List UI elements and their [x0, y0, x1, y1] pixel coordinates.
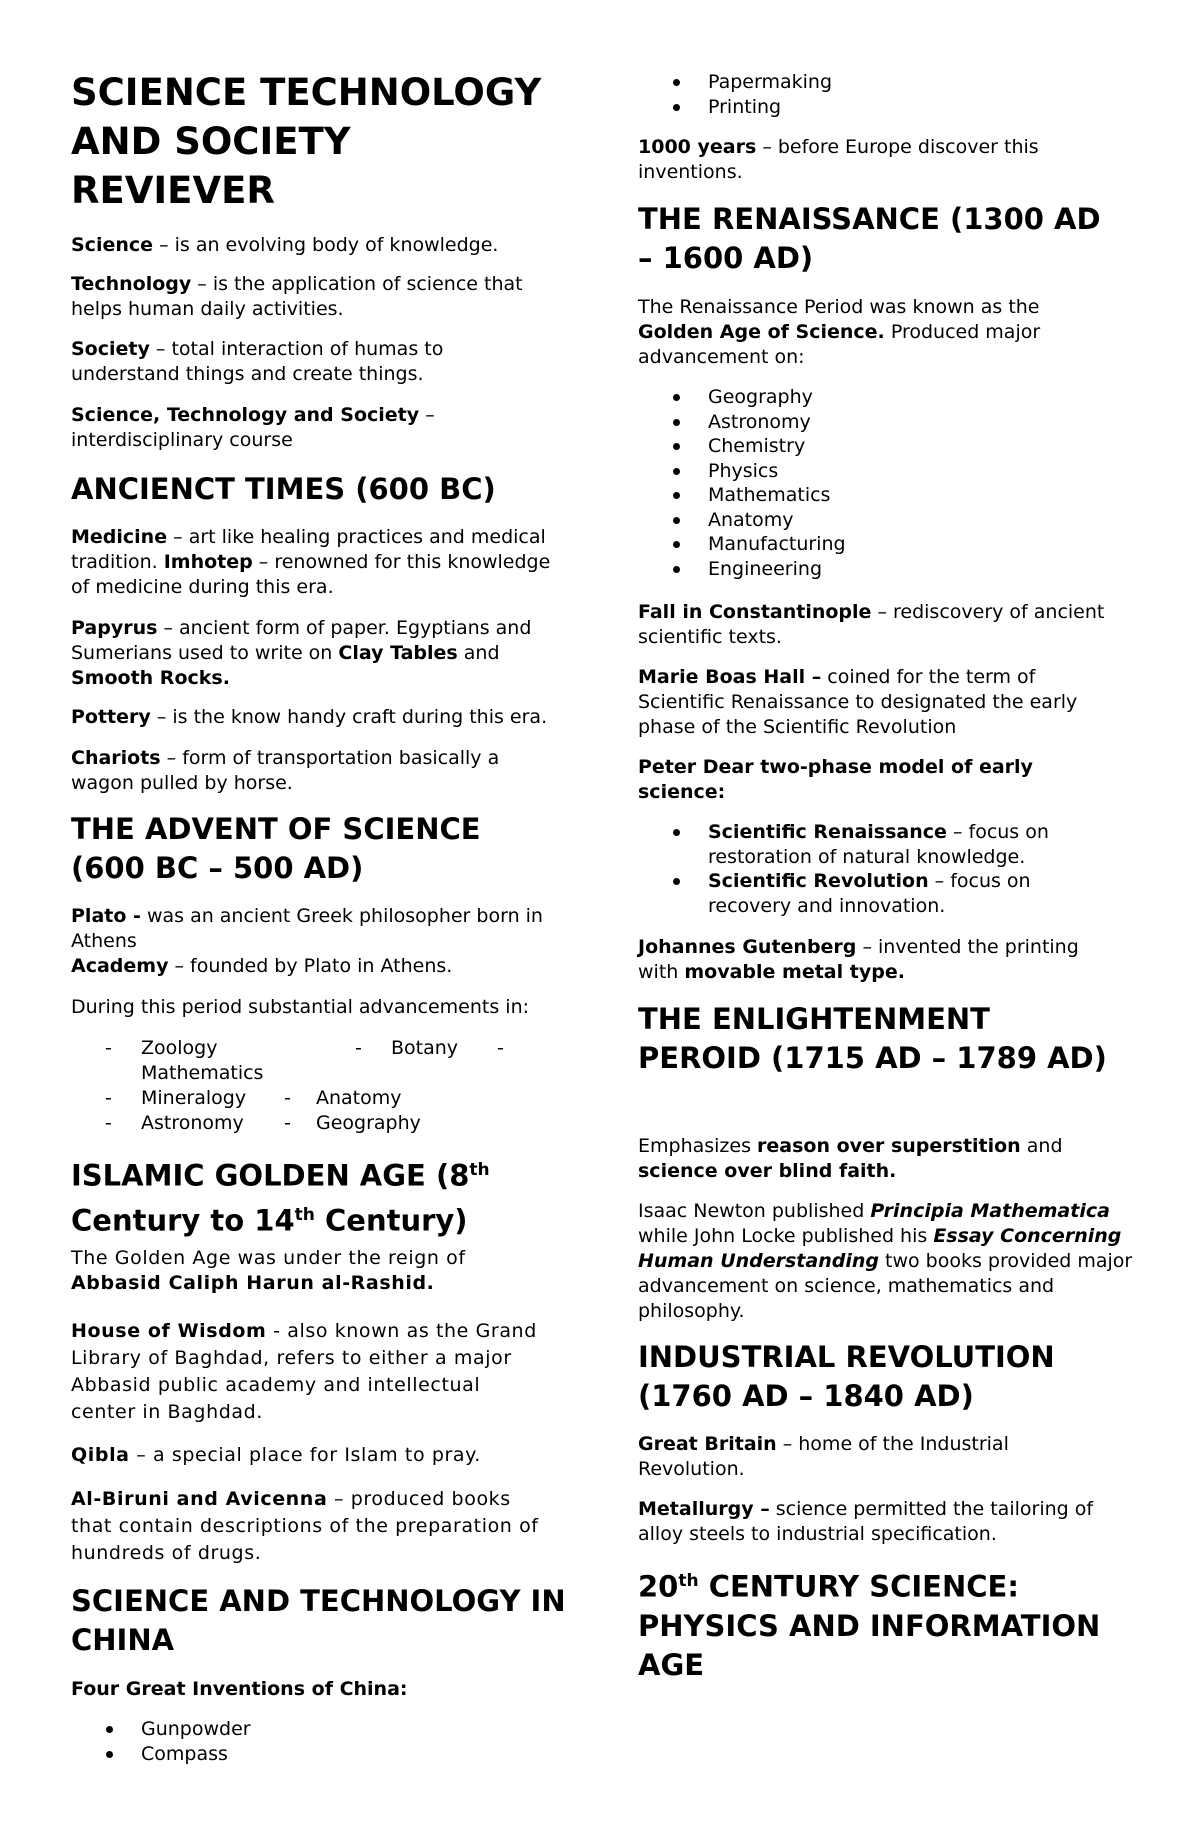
advancements-list — [71, 1036, 571, 1146]
inventions-list-left — [71, 1717, 371, 1766]
heading-enlightenment: THE ENLIGHTENMENT PEROID (1715 AD – 1789 AD) — [638, 1002, 1107, 1075]
list-item: Chemistry — [638, 434, 938, 459]
para-plato: Plato - was an ancient Greek philosopher born in Athens — [71, 905, 543, 952]
list-item: Botany — [391, 1037, 459, 1059]
para-qibla: Qibla – a special place for Islam to pray. — [71, 1444, 481, 1466]
para-renaissance-intro: The Renaissance Period was known as the Golden Age of Science. Produced major advancement on: — [638, 296, 1041, 368]
para-biruni: Al-Biruni and Avicenna – produced books that contain descriptions of the preparation of hundreds of drugs. — [71, 1488, 539, 1564]
list-item: Papermaking — [638, 70, 938, 95]
four-inventions-label: Four Great Inventions of China: — [71, 1678, 408, 1700]
para-academy: Academy – founded by Plato in Athens. — [71, 955, 453, 977]
para-reign: The Golden Age was under the reign of Abbasid Caliph Harun al-Rashid. — [71, 1247, 466, 1294]
heading-ancient: ANCIENCT TIMES (600 BC) — [71, 472, 496, 506]
document-title: SCIENCE TECHNOLOGY AND SOCIETY REVIEVER — [71, 71, 542, 212]
list-item: Anatomy — [316, 1087, 402, 1109]
list-item: Geography — [316, 1112, 421, 1134]
def-science: Science – is an evolving body of knowledge. — [71, 234, 499, 256]
def-sts: Science, Technology and Society – interdisciplinary course — [71, 404, 435, 451]
para-newton-locke: Isaac Newton published Principia Mathematica while John Locke published his Essay Concerning Human Understanding two books provided major advancement on science, mathematics and philosophy. — [638, 1200, 1133, 1322]
para-1000-years: 1000 years – before Europe discover this inventions. — [638, 136, 1039, 183]
dash: - — [284, 1087, 291, 1109]
list-item: Physics — [638, 459, 938, 484]
list-item: Scientific Revolution – focus on recovery and innovation. — [638, 869, 1068, 918]
list-item: Geography — [638, 385, 938, 410]
para-emphasizes: Emphasizes reason over superstition and science over blind faith. — [638, 1135, 1063, 1182]
para-house-of-wisdom: House of Wisdom - also known as the Grand Library of Baghdad, refers to either a major Abbasid public academy and intellectual center in Baghdad. — [71, 1320, 537, 1423]
list-item: Manufacturing — [638, 532, 938, 557]
list-item: Gunpowder — [71, 1717, 371, 1742]
para-papyrus: Papyrus – ancient form of paper. Egyptians and Sumerians used to write on Clay Tables and Smooth Rocks. — [71, 617, 532, 689]
dash: - — [105, 1037, 112, 1059]
list-item: Scientific Renaissance – focus on restoration of natural knowledge. — [638, 820, 1068, 869]
dash: - — [355, 1037, 362, 1059]
heading-china: SCIENCE AND TECHNOLOGY IN CHINA — [71, 1584, 566, 1657]
para-peter-dear: Peter Dear two-phase model of early science: — [638, 756, 1033, 803]
list-item: Zoology — [141, 1037, 218, 1059]
para-gutenberg: Johannes Gutenberg – invented the printing with movable metal type. — [638, 936, 1079, 983]
heading-20th-century: 20th CENTURY SCIENCE: PHYSICS AND INFORMATION AGE — [638, 1569, 1101, 1682]
para-period: During this period substantial advancements in: — [71, 996, 530, 1018]
def-society: Society – total interaction of humas to understand things and create things. — [71, 338, 444, 385]
inventions-list-right — [638, 70, 938, 119]
heading-renaissance: THE RENAISSANCE (1300 AD – 1600 AD) — [638, 202, 1101, 275]
para-metallurgy: Metallurgy – science permitted the tailoring of alloy steels to industrial specification. — [638, 1498, 1094, 1545]
para-chariots: Chariots – form of transportation basically a wagon pulled by horse. — [71, 747, 500, 794]
dash: - — [105, 1087, 112, 1109]
para-medicine: Medicine – art like healing practices and medical tradition. Imhotep – renowned for this knowledge of medicine during this era. — [71, 526, 551, 598]
heading-industrial: INDUSTRIAL REVOLUTION (1760 AD – 1840 AD) — [638, 1340, 1055, 1413]
para-pottery: Pottery – is the know handy craft during this era. — [71, 706, 548, 728]
dash: - — [105, 1112, 112, 1134]
list-item: Astronomy — [638, 410, 938, 435]
para-great-britain: Great Britain – home of the Industrial Revolution. — [638, 1433, 1009, 1480]
heading-islamic: ISLAMIC GOLDEN AGE (8th Century to 14th Century) — [71, 1158, 490, 1238]
def-technology: Technology – is the application of science that helps human daily activities. — [71, 273, 523, 320]
list-item: Mathematics — [638, 483, 938, 508]
para-marie-boas-hall: Marie Boas Hall – coined for the term of Scientific Renaissance to designated the early phase of the Scientific Revolution — [638, 666, 1078, 738]
para-constantinople: Fall in Constantinople – rediscovery of ancient scientific texts. — [638, 601, 1105, 648]
heading-advent: THE ADVENT OF SCIENCE (600 BC – 500 AD) — [71, 812, 481, 885]
list-item: Anatomy — [638, 508, 938, 533]
dash: - — [497, 1037, 504, 1059]
list-item: Printing — [638, 95, 938, 120]
list-item: Astronomy — [141, 1112, 244, 1134]
renaissance-fields-list — [638, 385, 938, 581]
list-item: Mineralogy — [141, 1087, 247, 1109]
list-item: Engineering — [638, 557, 938, 582]
list-item: Compass — [71, 1742, 371, 1767]
dash: - — [284, 1112, 291, 1134]
two-phase-list — [638, 820, 1068, 918]
list-item: Mathematics — [141, 1062, 264, 1084]
